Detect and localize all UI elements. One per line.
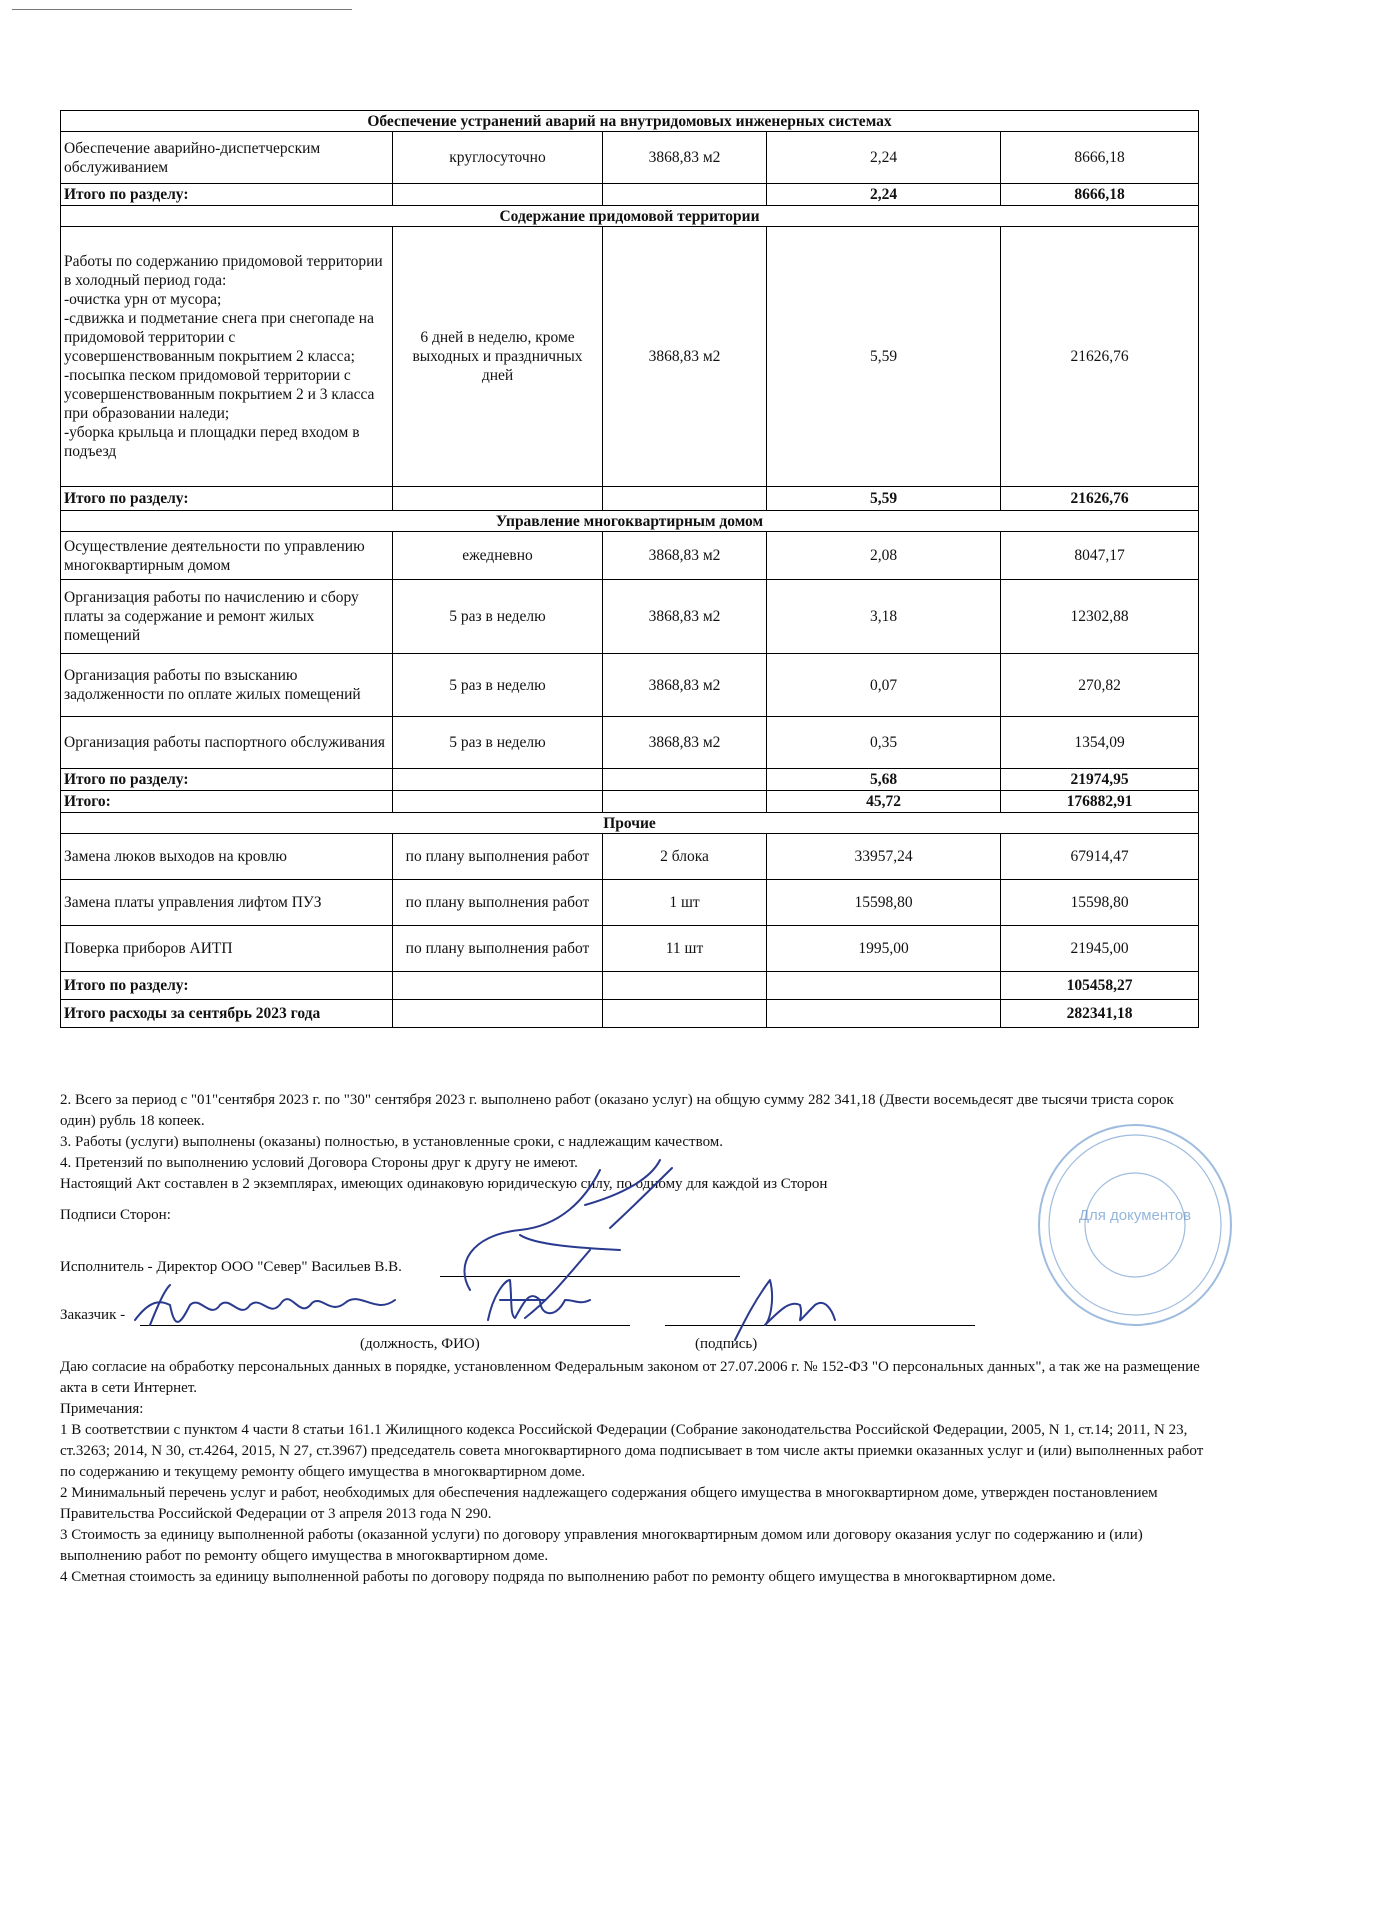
service-frequency: 5 раз в неделю [393,717,603,769]
service-name: Работы по содержанию придомовой территории в холодный период года: -очистка урн от мусора; -сдвижка и подметание снега при снегопаде на придомовой территории с усовершенствованным покрытием 2 класса; -посыпка песком придомовой территории с усовершенствованным покрытием 2 и 3 класса при образовании наледи; -уборка крыльца и площадки перед входом в подъезд [61,227,393,487]
service-sum: 67914,47 [1001,834,1199,880]
service-quantity: 3868,83 м2 [603,717,767,769]
signatures-heading: Подписи Сторон: [60,1207,171,1223]
stamp-text: Для документов [1078,1207,1192,1224]
service-rate: 1995,00 [767,926,1001,972]
service-rate: 2,24 [767,132,1001,184]
service-name: Организация работы паспортного обслуживания [61,717,393,769]
total-label: Итого по разделу: [61,769,393,791]
total-sum: 105458,27 [1001,972,1199,1000]
total-label: Итого по разделу: [61,972,393,1000]
customer-handwritten-signature [735,1280,835,1340]
service-frequency: круглосуточно [393,132,603,184]
customer-signature [135,1285,395,1325]
total-sum: 8666,18 [1001,184,1199,206]
executor-signature [464,1160,672,1318]
service-name: Обеспечение аварийно-диспетчерским обслуживанием [61,132,393,184]
service-rate: 0,07 [767,654,1001,717]
total-rate: 5,68 [767,769,1001,791]
service-sum: 8666,18 [1001,132,1199,184]
service-sum: 21945,00 [1001,926,1199,972]
service-quantity: 3868,83 м2 [603,132,767,184]
section-title: Прочие [61,813,1199,834]
service-name: Замена люков выходов на кровлю [61,834,393,880]
service-sum: 21626,76 [1001,227,1199,487]
executor-initials [488,1280,590,1320]
total-rate: 5,59 [767,487,1001,511]
grand-total-label: Итого: [61,791,393,813]
service-quantity: 3868,83 м2 [603,532,767,580]
service-name: Замена платы управления лифтом ПУЗ [61,880,393,926]
notes-block [60,1357,1210,1588]
service-name: Поверка приборов АИТП [61,926,393,972]
service-quantity: 2 блока [603,834,767,880]
section-title: Содержание придомовой территории [61,206,1199,227]
customer-label: Заказчик - [60,1307,126,1323]
notes-heading: Примечания: [60,1401,144,1417]
service-frequency: по плану выполнения работ [393,926,603,972]
section-title: Обеспечение устранений аварий на внутридомовых инженерных системах [61,111,1199,132]
total-label: Итого по разделу: [61,487,393,511]
service-name: Осуществление деятельности по управлению многоквартирным домом [61,532,393,580]
expenses-total-label: Итого расходы за сентябрь 2023 года [61,1000,393,1028]
service-frequency: 5 раз в неделю [393,580,603,654]
note-item: 2 Минимальный перечень услуг и работ, необходимых для обеспечения надлежащего содержания общего имущества в многоквартирном доме, утвержден постановлением Правительства Российской Федерации от 3 апреля 2013 года N 290. [60,1485,1158,1522]
service-rate: 33957,24 [767,834,1001,880]
service-rate: 0,35 [767,717,1001,769]
service-quantity: 3868,83 м2 [603,227,767,487]
service-sum: 8047,17 [1001,532,1199,580]
service-name: Организация работы по взысканию задолженности по оплате жилых помещений [61,654,393,717]
service-quantity: 1 шт [603,880,767,926]
note-item: 4 Сметная стоимость за единицу выполненной работы по договору подряда по выполнению работ по ремонту общего имущества в многоквартирном доме. [60,1569,1056,1585]
service-name: Организация работы по начислению и сбору платы за содержание и ремонт жилых помещений [61,580,393,654]
note-item: 1 В соответствии с пунктом 4 части 8 статьи 161.1 Жилищного кодекса Российской Федерации (Собрание законодательства Российской Федерации, 2005, N 1, ст.14; 2011, N 23, ст.3263; 2014, N 30, ст.4264, 2015, N 27, ст.3967) председатель совета многоквартирного дома подписывает в том числе акты приемки оказанных услуг и (или) выполненных работ по содержанию и текущему ремонту общего имущества в многоквартирном доме. [60,1422,1204,1480]
expenses-total-sum: 282341,18 [1001,1000,1199,1028]
signature-caption: (подпись) [695,1336,758,1352]
section-title: Управление многоквартирным домом [61,511,1199,532]
service-quantity: 11 шт [603,926,767,972]
service-frequency: ежедневно [393,532,603,580]
service-sum: 15598,80 [1001,880,1199,926]
service-frequency: по плану выполнения работ [393,834,603,880]
paragraph-copies: Настоящий Акт составлен в 2 экземплярах, имеющих одинаковую юридическую силу, по одному для каждой из Сторон [60,1176,828,1192]
grand-total-rate: 45,72 [767,791,1001,813]
service-rate: 3,18 [767,580,1001,654]
grand-total-sum: 176882,91 [1001,791,1199,813]
service-frequency: по плану выполнения работ [393,880,603,926]
executor-line: Исполнитель - Директор ООО "Север" Васильев В.В. [60,1259,402,1275]
note-item: 3 Стоимость за единицу выполненной работы (оказанной услуги) по договору управления многоквартирным домом или договору оказания услуг по содержанию и (или) выполнению работ по ремонту общего имущества в многоквартирном доме. [60,1527,1143,1564]
paragraph-total-sum: 2. Всего за период с "01"сентября 2023 г. по "30" сентября 2023 г. выполнено работ (оказано услуг) на общую сумму 282 341,18 (Двести восемьдесят две тысячи триста сорок один) рубль 18 копеек. [60,1092,1174,1129]
total-sum: 21626,76 [1001,487,1199,511]
service-quantity: 3868,83 м2 [603,580,767,654]
service-frequency: 6 дней в неделю, кроме выходных и праздничных дней [393,227,603,487]
service-quantity: 3868,83 м2 [603,654,767,717]
paragraph-claims: 4. Претензий по выполнению условий Договора Стороны друг к другу не имеют. [60,1155,578,1171]
service-sum: 12302,88 [1001,580,1199,654]
consent-text: Даю согласие на обработку персональных данных в порядке, установленном Федеральным законом от 27.07.2006 г. № 152-ФЗ "О персональных данных", а так же на размещение акта в сети Интернет. [60,1359,1200,1396]
total-label: Итого по разделу: [61,184,393,206]
total-rate: 2,24 [767,184,1001,206]
service-rate: 2,08 [767,532,1001,580]
service-rate: 5,59 [767,227,1001,487]
position-caption: (должность, ФИО) [360,1336,480,1352]
total-sum: 21974,95 [1001,769,1199,791]
service-rate: 15598,80 [767,880,1001,926]
service-frequency: 5 раз в неделю [393,654,603,717]
service-sum: 270,82 [1001,654,1199,717]
service-sum: 1354,09 [1001,717,1199,769]
paragraph-quality: 3. Работы (услуги) выполнены (оказаны) полностью, в установленные сроки, с надлежащим качеством. [60,1134,724,1150]
